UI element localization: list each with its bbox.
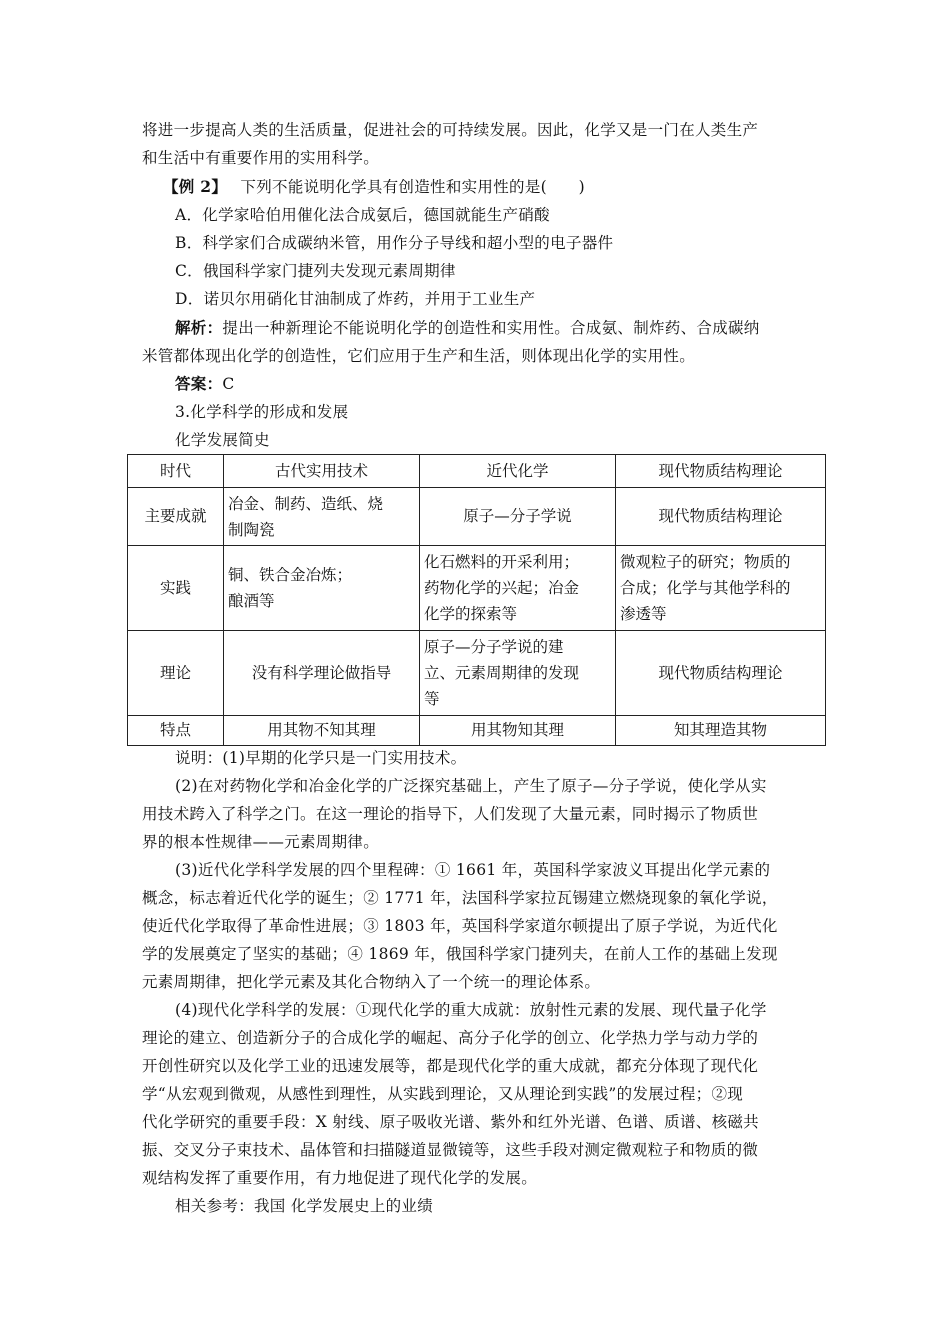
answer-label: 答案： [175,374,223,393]
table-row [128,546,826,631]
note-3-line: 概念，标志着近代化学的诞生；② 1771 年，法国科学家拉瓦锡建立燃烧现象的氧化学说， [142,889,778,907]
table-cell [224,546,420,631]
table-cell-line: 渗透等 [620,605,667,623]
example-question-text: 下列不能说明化学具有创造性和实用性的是( ) [240,178,585,196]
note-4-line: 学“从宏观到微观，从感性到理性，从实践到理论，又从理论到实践”的发展过程；②现 [142,1085,744,1103]
option-d: D．诺贝尔用硝化甘油制成了炸药，并用于工业生产 [175,290,536,308]
answer-line [175,374,825,394]
table-cell [224,488,420,546]
section-title: 3.化学科学的形成和发展 [175,403,349,421]
table-cell-line: 等 [424,690,440,708]
note-1: 说明：(1)早期的化学只是一门实用技术。 [175,749,467,767]
note-4-line: 振、交叉分子束技术、晶体管和扫描隧道显微镜等，这些手段对测定微观粒子和物质的微 [142,1141,759,1159]
table-cell-line: 合成；化学与其他学科的 [620,579,791,597]
table-row-label: 主要成就 [128,488,224,546]
example-label: 【例 2】 [163,177,228,196]
note-2-line: 界的根本性规律——元素周期律。 [142,833,380,851]
table-header-cell: 现代物质结构理论 [616,455,826,488]
note-2-line: 用技术跨入了科学之门。在这一理论的指导下，人们发现了大量元素，同时揭示了物质世 [142,805,759,823]
note-4-line: 代化学研究的重要手段：X 射线、原子吸收光谱、紫外和红外光谱、色谱、质谱、核磁共 [142,1113,759,1131]
table-cell [420,546,616,631]
analysis-line: 米管都体现出化学的创造性，它们应用于生产和生活，则体现出化学的实用性。 [142,347,696,365]
table-row [128,488,826,546]
option-b: B．科学家们合成碳纳米管，用作分子导线和超小型的电子器件 [175,234,614,252]
table-row [128,631,826,716]
table-cell: 现代物质结构理论 [616,488,826,546]
note-4-line: (4)现代化学科学的发展：①现代化学的重大成就：放射性元素的发展、现代量子化学 [175,1001,767,1019]
table-cell: 现代物质结构理论 [616,631,826,716]
intro-line: 和生活中有重要作用的实用科学。 [142,149,380,167]
table-cell: 用其物知其理 [420,716,616,746]
table-cell-line: 铜、铁合金冶炼； [228,566,353,584]
table-header-cell: 古代实用技术 [224,455,420,488]
table-title: 化学发展简史 [175,431,270,449]
table-cell-line: 酿酒等 [228,592,275,610]
table-row-label: 特点 [128,716,224,746]
table-header-cell: 时代 [128,455,224,488]
note-4-line: 理论的建立、创造新分子的合成化学的崛起、高分子化学的创立、化学热力学与动力学的 [142,1029,759,1047]
table-cell [420,631,616,716]
table-cell: 原子—分子学说 [420,488,616,546]
example-question [163,177,823,197]
answer-value: C [222,375,235,393]
table-header-row [128,455,826,488]
analysis-line [175,318,825,338]
table-cell-line: 药物化学的兴起；冶金 [424,579,580,597]
history-table [127,454,826,746]
option-a: A．化学家哈伯用催化法合成氨后，德国就能生产硝酸 [175,206,550,224]
table-cell-line: 化石燃料的开采利用； [424,553,580,571]
note-3-line: 使近代化学取得了革命性进展；③ 1803 年，英国科学家道尔顿提出了原子学说，为近代化 [142,917,778,935]
table-cell-line: 制陶瓷 [228,520,275,539]
note-3-line: (3)近代化学科学发展的四个里程碑：① 1661 年，英国科学家波义耳提出化学元素的 [175,861,771,879]
table-row-label: 理论 [128,631,224,716]
note-3-line: 学的发展奠定了坚实的基础；④ 1869 年，俄国科学家门捷列夫，在前人工作的基础上发现 [142,945,778,963]
table-cell-line: 原子—分子学说的建 [424,638,564,656]
analysis-text: 提出一种新理论不能说明化学的创造性和实用性。合成氨、制炸药、合成碳纳 [222,319,760,337]
table-cell: 用其物不知其理 [224,716,420,746]
table-cell-line: 冶金、制药、造纸、烧 [228,494,384,513]
note-4-line: 观结构发挥了重要作用，有力地促进了现代化学的发展。 [142,1169,538,1187]
option-c: C．俄国科学家门捷列夫发现元素周期律 [175,262,456,280]
note-2-line: (2)在对药物化学和冶金化学的广泛探究基础上，产生了原子—分子学说，使化学从实 [175,777,767,795]
note-3-line: 元素周期律，把化学元素及其化合物纳入了一个统一的理论体系。 [142,973,601,991]
table-cell-line: 立、元素周期律的发现 [424,664,580,682]
table-cell [616,546,826,631]
table-cell: 没有科学理论做指导 [224,631,420,716]
table-cell-line: 化学的探索等 [424,605,518,623]
table-row [128,716,826,746]
table-cell: 知其理造其物 [616,716,826,746]
analysis-label: 解析： [175,318,223,337]
table-row-label: 实践 [128,546,224,631]
table-header-cell: 近代化学 [420,455,616,488]
reference-line: 相关参考：我国 化学发展史上的业绩 [175,1197,434,1215]
note-4-line: 开创性研究以及化学工业的迅速发展等，都是现代化学的重大成就，都充分体现了现代化 [142,1057,759,1075]
table-cell-line: 微观粒子的研究；物质的 [620,553,791,571]
intro-line: 将进一步提高人类的生活质量，促进社会的可持续发展。因此，化学又是一门在人类生产 [142,121,759,139]
